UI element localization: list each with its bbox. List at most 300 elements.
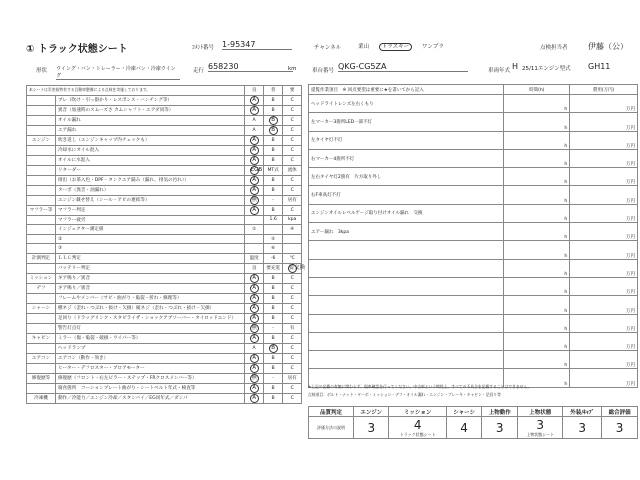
grade-b (263, 105, 282, 115)
table-row (27, 283, 302, 293)
grade-value: C (290, 315, 294, 321)
category (27, 165, 56, 175)
grade-b (263, 353, 282, 363)
grade-b (263, 323, 282, 333)
category: デフ (27, 283, 56, 293)
table-row (27, 205, 302, 215)
score-value: 3 (536, 417, 545, 432)
time-unit: h (504, 186, 570, 204)
table-row (27, 165, 302, 175)
table-row (309, 296, 638, 314)
category (27, 155, 56, 165)
grade-header-b: 普 (263, 86, 282, 96)
channel-opt-3: ワンプラ (421, 44, 444, 50)
table-row (309, 241, 638, 259)
category: エンジン (27, 135, 56, 145)
grade-value: B (271, 97, 275, 103)
grade-c (283, 135, 302, 145)
time-unit: h (504, 149, 570, 167)
work-item: 左マーカー3箇所LED一部不灯 (309, 113, 504, 131)
work-item: エアー漏れ 3kpa (309, 223, 504, 241)
item-label: 冷却水にオイル混入 (55, 145, 244, 155)
table-row (309, 277, 638, 295)
grade-value: B (271, 355, 275, 361)
grade-b (263, 283, 282, 293)
grade-value: C (290, 187, 294, 193)
time-unit: h (504, 259, 570, 277)
grade-value: A (250, 294, 259, 303)
grade-value: 要充電 (266, 266, 281, 272)
grade-a (245, 105, 264, 115)
table-row (309, 332, 638, 350)
category (27, 313, 56, 323)
category (27, 323, 56, 333)
grade-a (245, 293, 264, 303)
table-row (27, 95, 302, 105)
grade-c (283, 195, 302, 205)
time-unit: h (504, 241, 570, 259)
grade-b (263, 195, 282, 205)
grade-c (283, 105, 302, 115)
grade-value: C (290, 385, 294, 391)
category (27, 125, 56, 135)
grade-value: A (250, 334, 259, 343)
grade-b (263, 115, 282, 125)
grade-c (283, 95, 302, 105)
grade-b (263, 263, 282, 273)
grade-a (245, 333, 264, 343)
category (27, 225, 56, 235)
grade-b (263, 244, 282, 254)
work-item (309, 277, 504, 295)
table-row (27, 175, 302, 185)
table-row (27, 323, 302, 333)
grade-value: ⑥ (271, 246, 276, 252)
table-row (27, 373, 302, 383)
grade-b (263, 155, 282, 165)
cost-unit: 万円 (570, 204, 638, 222)
grade-value: B (271, 147, 275, 153)
work-item: 左タイヤ灯不灯 (309, 131, 504, 149)
year-detail: 25/11エンジン型式 (522, 66, 571, 72)
item-label: オイルに水混入 (55, 155, 244, 165)
grade-c (283, 333, 302, 343)
table-row (27, 244, 302, 254)
grade-value: 居有 (287, 376, 297, 382)
item-label: ブレ（吹け・引っ掛かり・レスポンス・ハンチング等） (55, 95, 244, 105)
cost-unit: 万円 (570, 277, 638, 295)
score-label: 品質判定 (309, 407, 354, 417)
grade-c (283, 185, 302, 195)
grade-a (245, 95, 264, 105)
grade-value: 温度 (249, 256, 259, 262)
grade-a (245, 165, 264, 175)
table-row (27, 303, 302, 313)
grade-c (283, 175, 302, 185)
table-note: 本シートは災害級特有する目動車整備による点検を実施しております。 (27, 86, 245, 96)
category (27, 244, 56, 254)
work-items-table (308, 84, 638, 388)
grade-a (245, 383, 264, 393)
grade-a (245, 283, 264, 293)
time-unit: h (504, 204, 570, 222)
cost-unit: 万円 (570, 296, 638, 314)
category (27, 363, 56, 373)
grade-value: C (290, 295, 294, 301)
grade-a (245, 263, 264, 273)
score-label: 上物状態 (518, 407, 563, 417)
grade-a (245, 393, 264, 403)
item-label: ② (55, 234, 244, 244)
grade-a (245, 313, 264, 323)
score-cell (518, 417, 563, 439)
grade-value: A (250, 394, 259, 403)
table-row (27, 215, 302, 225)
sheet-no-label: ｺﾒﾝﾄ番号 (192, 45, 215, 51)
grade-value: B (271, 385, 275, 391)
table-row (309, 168, 638, 186)
grade-c (283, 383, 302, 393)
grade-value: C (290, 345, 294, 351)
grade-value: B (271, 315, 275, 321)
grade-value: C (290, 107, 294, 113)
work-header-item: 提覧作業項目 ※ 回点要望は重要に★を書いてから記入 (309, 85, 504, 95)
grade-value: A (250, 364, 259, 373)
category (27, 195, 56, 205)
grade-value: B (271, 137, 275, 143)
item-label: ③ (55, 244, 244, 254)
item-label: インジェクター測定値 (55, 225, 244, 235)
grade-a (245, 185, 264, 195)
time-unit: h (504, 168, 570, 186)
category (27, 293, 56, 303)
grade-c (283, 234, 302, 244)
table-row (27, 125, 302, 135)
table-row (27, 225, 302, 235)
grade-value: B (271, 157, 275, 163)
table-row (27, 195, 302, 205)
grade-value: C (290, 365, 294, 371)
grade-b (263, 383, 282, 393)
grade-value: - (272, 197, 274, 203)
grade-value: B (271, 305, 275, 311)
table-row (27, 234, 302, 244)
channel-opt-2: トラスキー (379, 43, 412, 51)
grade-value: C (290, 275, 294, 281)
table-row (27, 105, 302, 115)
time-unit: h (504, 369, 570, 387)
grade-b (263, 135, 282, 145)
inspector-label: 点検担当者 (540, 45, 568, 51)
category (27, 234, 56, 244)
grade-b (263, 303, 282, 313)
grade-c (283, 393, 302, 403)
cost-unit: 万円 (570, 223, 638, 241)
mileage-label: 走行 (193, 68, 205, 74)
category: キャビン (27, 333, 56, 343)
cost-unit: 万円 (570, 332, 638, 350)
grade-a (245, 363, 264, 373)
score-cell (354, 417, 389, 439)
score-label: 外装/ｷｬﾌﾞ (563, 407, 602, 417)
grade-value: A (252, 127, 256, 133)
grade-a (245, 175, 264, 185)
grade-c (283, 273, 302, 283)
table-row (27, 115, 302, 125)
work-item (309, 351, 504, 369)
grade-value: -6 (270, 255, 276, 261)
grade-value: A (250, 384, 259, 393)
table-row (27, 363, 302, 373)
cost-unit: 万円 (570, 314, 638, 332)
grade-c (283, 283, 302, 293)
table-row (309, 113, 638, 131)
grade-value: A (250, 146, 259, 155)
grade-value: C (290, 147, 294, 153)
grade-c (283, 215, 302, 225)
category: 計測判定 (27, 253, 56, 263)
grade-value: C (290, 127, 294, 133)
score-value: 4 (460, 420, 468, 435)
table-row (27, 185, 302, 195)
grade-a (245, 244, 264, 254)
engine-model: GH11 (588, 62, 611, 71)
grade-value: A (250, 96, 259, 105)
model: QKG-CG5ZA (338, 62, 468, 72)
grade-value: B (271, 177, 275, 183)
grade-c (283, 303, 302, 313)
category (27, 145, 56, 155)
score-sub-label: 評価方法の説明 (317, 424, 346, 430)
grade-c (283, 115, 302, 125)
grade-value: A (250, 284, 259, 293)
grade-value: ④ (290, 226, 295, 232)
grade-value: C (290, 395, 294, 401)
grade-value: - (272, 325, 274, 331)
grade-value: B (269, 344, 278, 353)
shape-options: ウイング・バン・トレーラー・冷凍バン・冷凍ウイング (56, 65, 180, 80)
item-label: 腐食箇所 コーションプレート曲がり・シートベルト年式・検査等 (55, 383, 244, 393)
grade-a (245, 253, 264, 263)
category (27, 175, 56, 185)
grade-c (283, 373, 302, 383)
grade-value: A (252, 345, 256, 351)
table-row (27, 293, 302, 303)
score-table (308, 406, 638, 439)
work-item: 右F車高灯不灯 (309, 186, 504, 204)
table-row (309, 223, 638, 241)
item-label: フレームやメンバー（サビ・曲がり・亀裂・折れ・修理等） (55, 293, 244, 303)
grade-a (245, 115, 264, 125)
grade-b (263, 165, 282, 175)
grade-value: C (290, 177, 294, 183)
time-unit: h (504, 131, 570, 149)
cost-unit: 万円 (570, 149, 638, 167)
grade-b (263, 293, 282, 303)
time-unit: h (504, 296, 570, 314)
category (27, 185, 56, 195)
work-header-cost: 費用(万円) (570, 85, 638, 95)
grade-value: 居有 (287, 198, 297, 204)
grade-value: B (271, 295, 275, 301)
channel-options (358, 42, 444, 50)
grade-b (263, 185, 282, 195)
grade-value: C (290, 285, 294, 291)
table-row (309, 186, 638, 204)
grade-a (245, 323, 264, 333)
item-label: 異音（加速時のスムーズさ カムシャフト・エアダ同等） (55, 105, 244, 115)
item-label: マフラー判定 (55, 205, 244, 215)
score-label: エンジン (354, 407, 389, 417)
table-row (309, 149, 638, 167)
category: エアコン (27, 353, 56, 363)
table-row (27, 353, 302, 363)
grade-a (245, 125, 264, 135)
cost-unit: 万円 (570, 259, 638, 277)
time-unit: h (504, 314, 570, 332)
grade-value: A (250, 136, 259, 145)
time-unit: h (504, 223, 570, 241)
grade-b (263, 205, 282, 215)
item-label: ギア鳴り／異音 (55, 273, 244, 283)
shape-label: 形状 (36, 68, 48, 74)
item-label: 吹き返し（エンジンキャップ内チェックも） (55, 135, 244, 145)
grade-c (283, 225, 302, 235)
grade-b (263, 95, 282, 105)
grade-value: B (271, 187, 275, 193)
item-label: ヘッドランプ (55, 343, 244, 353)
grade-value: B (271, 365, 275, 371)
grade-value: B (271, 207, 275, 213)
grade-b (263, 393, 282, 403)
grade-value: EGB (250, 166, 263, 173)
cost-unit: 万円 (570, 351, 638, 369)
grade-b (263, 125, 282, 135)
model-label: 車台番号 (312, 68, 335, 74)
grade-c (283, 323, 302, 333)
item-label: 警告灯点灯 (55, 323, 244, 333)
grade-b (263, 363, 282, 373)
score-cell (389, 417, 446, 439)
grade-value: 要交換 (288, 264, 306, 271)
cost-unit: 万円 (570, 95, 638, 113)
cost-unit: 万円 (570, 186, 638, 204)
cost-unit: 万円 (570, 113, 638, 131)
grade-b (263, 253, 282, 263)
grade-value: C (290, 305, 294, 311)
category: ミッション (27, 273, 56, 283)
item-label: ミラー（傷・亀裂・破損・ワイパー等） (55, 333, 244, 343)
grade-value: C (290, 137, 294, 143)
grade-value: kpa (287, 217, 297, 223)
grade-c (283, 313, 302, 323)
item-label: エア漏れ (55, 125, 244, 135)
grade-value: ① (252, 226, 257, 232)
score-label: 総合評価 (602, 407, 638, 417)
grade-value: A (250, 314, 259, 323)
item-label: バッテリー判定 (55, 263, 244, 273)
category: マフラー等 (27, 205, 56, 215)
grade-value: 無 (251, 374, 257, 381)
score-cell (602, 417, 638, 439)
item-label: 修復歴（フロント・右左ピラー・ステップ・FRクロスメンバー等） (55, 373, 244, 383)
score-label: 上物動作 (482, 407, 518, 417)
work-item (309, 259, 504, 277)
item-label: 横ネジ（歪れ・つぶれ・抜け・欠損）縦ネジ（歪れ・つぶれ・抜け・欠損） (55, 303, 244, 313)
grade-header-a: 良 (245, 86, 264, 96)
work-item (309, 241, 504, 259)
grade-c (283, 165, 302, 175)
table-row (27, 145, 302, 155)
table-row (27, 383, 302, 393)
work-item (309, 332, 504, 350)
work-item: 右マーカー4箇所不灯 (309, 149, 504, 167)
category: シャーシ (27, 303, 56, 313)
grade-b (263, 175, 282, 185)
grade-value: B (271, 275, 275, 281)
grade-b (263, 373, 282, 383)
grade-value: ⑤ (271, 236, 276, 242)
cost-unit: 万円 (570, 241, 638, 259)
grade-header-c: 要 (283, 86, 302, 96)
work-header-time: 時間(h) (504, 85, 570, 95)
category (27, 105, 56, 115)
grade-a (245, 353, 264, 363)
grade-c (283, 253, 302, 263)
grade-a (245, 155, 264, 165)
grade-c (283, 353, 302, 363)
grade-b (263, 215, 282, 225)
time-unit: h (504, 277, 570, 295)
category: 冷凍機 (27, 393, 56, 403)
score-value: 3 (367, 420, 376, 435)
sheet-no: 1-95347 (222, 40, 292, 50)
score-cell (446, 417, 481, 439)
grade-a (245, 135, 264, 145)
grade-a (245, 225, 264, 235)
grade-value: 無 (251, 324, 257, 331)
grade-value: 無 (251, 196, 257, 203)
grade-c (283, 145, 302, 155)
grade-b (263, 225, 282, 235)
score-value: 4 (413, 417, 422, 432)
page-title: ① トラック状態シート (26, 44, 128, 55)
cost-unit: 万円 (570, 131, 638, 149)
item-label: エンジン載せ替え（シール・アビの連結等） (55, 195, 244, 205)
table-row (27, 333, 302, 343)
grade-a (245, 205, 264, 215)
grade-c (283, 125, 302, 135)
grade-value: ℃ (289, 255, 295, 261)
grade-value: C (290, 355, 294, 361)
time-unit: h (504, 332, 570, 350)
table-row (309, 95, 638, 113)
table-row (27, 135, 302, 145)
category: 修復歴等 (27, 373, 56, 383)
table-row (27, 263, 302, 273)
category (27, 215, 56, 225)
grade-value: C (290, 335, 294, 341)
grade-value: C (290, 97, 294, 103)
item-label: ギア鳴り／異音 (55, 283, 244, 293)
cost-unit: 万円 (570, 369, 638, 387)
score-sub-label: トラック状態シート (399, 431, 436, 437)
grade-value: B (269, 116, 278, 125)
table-row (27, 393, 302, 403)
grade-value: 1.6 (269, 217, 277, 223)
channel-opt-1: 業山 (358, 44, 370, 50)
table-row (27, 313, 302, 323)
